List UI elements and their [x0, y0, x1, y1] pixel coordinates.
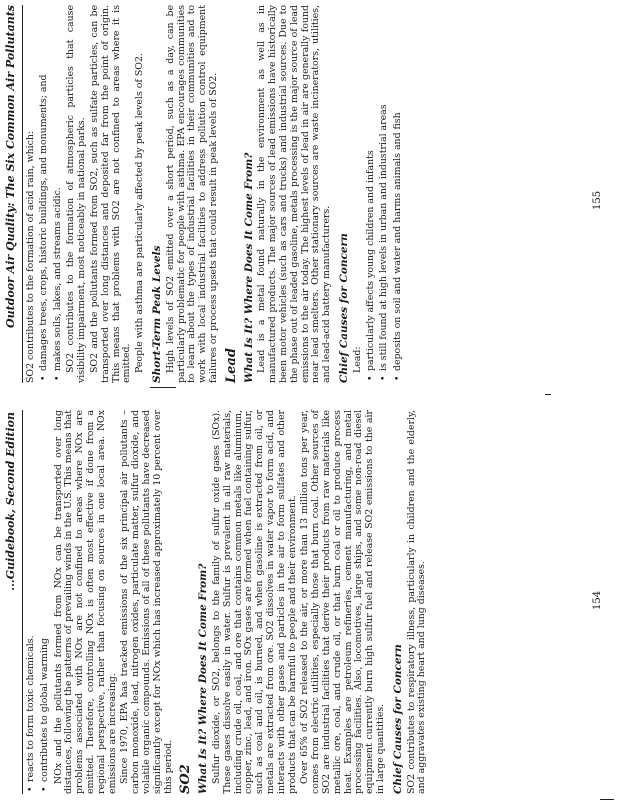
acid-rain-intro: SO2 contributes to the formation of acid rain, which:	[25, 130, 36, 383]
lead-paragraph: Lead is a metal found naturally in the environment as well as in manufactured products. The major sources of lead emissions have historically been motor vehicles (such as cars and trucks) and industrial sources. Due to the phase out of leaded gasoline, metals processing is the major source of lead emissions to the air today. The highest levels of lead in air are generally found near lead smelters. Other stationary sources are waste incinerators, utilities, and lead-acid battery manufacturers.	[256, 5, 333, 383]
right-page	[0, 5, 407, 383]
concern-paragraph: SO2 contributes to respiratory illness, particularly in children and the elderly, and aggravates existing heart and lung diseases.	[405, 410, 428, 794]
no2-paragraph: Since 1970, EPA has tracked emissions of the six principal air pollutants – carbon monoxide, lead, nitrogen oxides, particulate matter, sulfur dioxide, and volatile organic compounds. Emissions of all of these pollutants have decreased significantly except for NOx which has increased approximately 10 percent over this period.	[119, 410, 174, 794]
list-item: • contributes to global warming	[40, 410, 51, 782]
so2-paragraph: People with asthma are particularly affected by peak levels of SO2.	[134, 53, 146, 373]
no2-paragraph: NOx and the pollutants formed from NOx can be transported over long distances, following the patterns of prevailing winds in the U.S. This means that problems associated with NOx are not confined to areas where NOx are emitted. Therefore, controlling NOx is often most effective if done from a regional perspective, rather than focusing on sources in one local area. NOx emissions are increasing.	[52, 410, 118, 794]
top-bullet-list	[26, 410, 51, 794]
page-number-right: 155	[592, 190, 603, 210]
lead-concern-heading: Chief Causes for Concern	[337, 233, 350, 383]
left-running-head: ...Guidebook, Second Edition	[0, 410, 23, 794]
so2-subheading: What Is It? Where Does It Come From?	[197, 563, 210, 794]
left-page	[0, 410, 430, 794]
page-number-left: 154	[592, 590, 603, 610]
lead-section-heading: Lead	[223, 348, 239, 383]
concern-heading: Chief Causes for Concern	[391, 644, 404, 794]
scan-mark	[545, 394, 551, 395]
so2-paragraph: SO2 contributes to the formation of atmospheric particles that cause visibility impairment, most noticeably in national parks.	[65, 5, 88, 383]
lead-concern-list	[366, 5, 404, 383]
peak-levels-heading: Short-Term Peak Levels	[150, 245, 163, 383]
list-item: • reacts to form toxic chemicals.	[26, 410, 37, 782]
so2-paragraph: Sulfur dioxide, or SO2, belongs to the family of sulfur oxide gases (SOx). These gases dissolve easily in water. Sulfur is prevalent in all raw materials, including crude oil, coal, and ore that contains common metals like aluminum, copper, zinc, lead, and iron. SOx gases are formed when fuel containing sulfur, such as coal and oil, is burned, and when gasoline is extracted from oil, or metals are extracted from ore. SO2 dissolves in water vapor to form acid, and interacts with other gases and particles in the air to form sulfates and other products that can be harmful to people and their environment.	[210, 410, 298, 794]
so2-paragraph: SO2 and the pollutants formed from SO2, such as sulfate particles, can be transported over long distances and deposited far from the point of origin. This means that problems with SO2 are not confined to areas where it is emitted.	[88, 5, 133, 383]
list-item: • damages trees, crops, historic buildings, and monuments; and	[39, 5, 50, 371]
list-item: • deposits on soil and water and harms animals and fish	[393, 5, 404, 371]
acid-rain-list	[39, 5, 64, 383]
peak-levels-paragraph: High levels of SO2 emitted over a short period, such as a day, can be particularly problematic for people with asthma. EPA encourages communities to learn about the types of industrial facilities in their communities and to work with local industrial facilities to address pollution control equipment failures or process upsets that could result in peak levels of SO2.	[164, 5, 219, 383]
list-item: • is still found at high levels in urban and industrial areas	[379, 5, 390, 371]
right-running-head: Outdoor Air Quality: The Six Common Air Pollutants	[0, 5, 23, 383]
so2-section-heading: SO2	[178, 764, 194, 794]
so2-paragraph: Over 65% of SO2 released to the air, or more than 13 million tons per year, comes from electric utilities, especially those that burn coal. Other sources of SO2 are industrial facilities that derive their products from raw materials like metallic ore, coal, and crude oil, or that burn coal or oil to produce process heat. Examples are petroleum refineries, cement manufacturing, and metal processing facilities. Also, locomotives, large ships, and some non-road diesel equipment currently burn high sulfur fuel and release SO2 emissions to the air in large quantities.	[299, 410, 386, 794]
list-item: • makes soils, lakes, and streams acidic.	[53, 5, 64, 371]
scan-mark	[150, 387, 176, 388]
lead-concern-intro: Lead:	[351, 346, 363, 373]
list-item: • particularly affects young children and infants	[366, 5, 377, 371]
lead-subheading: What Is It? Where Does It Come From?	[242, 152, 255, 383]
